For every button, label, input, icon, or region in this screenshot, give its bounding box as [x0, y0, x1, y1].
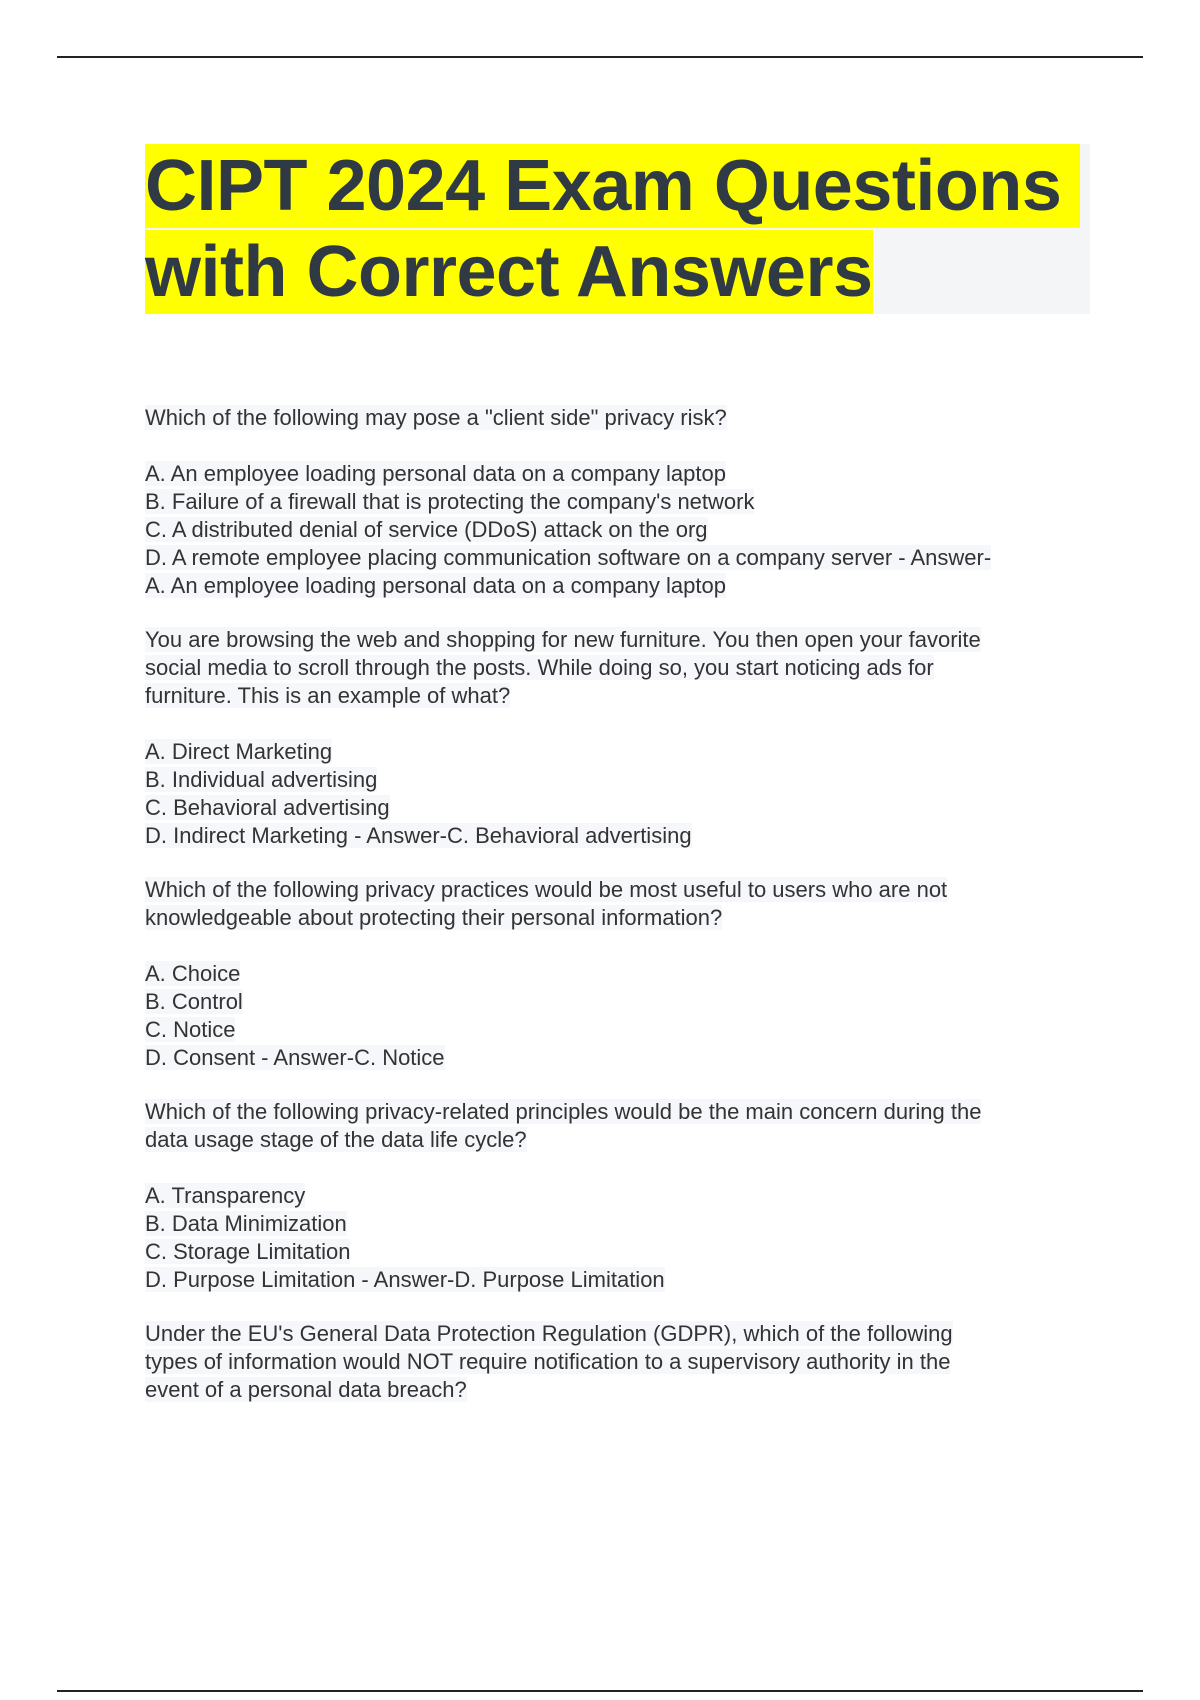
question-block: [145, 626, 1090, 850]
question-line: Which of the following privacy-related principles would be the main concern during the: [145, 1099, 982, 1124]
option-line: A. Choice: [145, 961, 241, 986]
question-line: social media to scroll through the posts. While doing so, you start noticing ads for: [145, 655, 934, 680]
answer-options: [145, 960, 1090, 1072]
option-line: C. A distributed denial of service (DDoS) attack on the org: [145, 517, 708, 542]
top-divider: [57, 56, 1143, 58]
bottom-divider: [57, 1690, 1143, 1692]
option-line: B. Data Minimization: [145, 1211, 347, 1236]
answer-options: [145, 1182, 1090, 1294]
question-line: data usage stage of the data life cycle?: [145, 1127, 527, 1152]
option-line: C. Storage Limitation: [145, 1239, 351, 1264]
document-title-line-1: CIPT 2024 Exam Questions: [145, 144, 1080, 228]
question-line: event of a personal data breach?: [145, 1377, 467, 1402]
question-line: types of information would NOT require notification to a supervisory authority in the: [145, 1349, 951, 1374]
question-text: [145, 404, 1090, 432]
question-block: [145, 1098, 1090, 1294]
question-line: Which of the following privacy practices would be most useful to users who are not: [145, 877, 948, 902]
option-line: D. Consent - Answer-C. Notice: [145, 1045, 445, 1070]
question-block: [145, 876, 1090, 1072]
option-line: A. Direct Marketing: [145, 739, 333, 764]
question-text: [145, 1320, 1090, 1404]
question-line: furniture. This is an example of what?: [145, 683, 511, 708]
question-text: [145, 1098, 1090, 1154]
option-line: A. An employee loading personal data on a company laptop: [145, 461, 726, 486]
option-line: B. Control: [145, 989, 243, 1014]
option-line: D. Purpose Limitation - Answer-D. Purpose Limitation: [145, 1267, 665, 1292]
question-text: [145, 876, 1090, 932]
answer-options: [145, 460, 1090, 600]
question-block: [145, 1320, 1090, 1404]
question-line: knowledgeable about protecting their personal information?: [145, 905, 723, 930]
question-block: [145, 404, 1090, 600]
question-line: Which of the following may pose a "client side" privacy risk?: [145, 405, 727, 430]
option-line: B. Individual advertising: [145, 767, 378, 792]
option-line: D. A remote employee placing communication software on a company server - Answer-: [145, 545, 992, 570]
answer-options: [145, 738, 1090, 850]
document-title-line-2: with Correct Answers: [145, 232, 873, 312]
option-line: B. Failure of a firewall that is protecting the company's network: [145, 489, 755, 514]
question-line: Under the EU's General Data Protection Regulation (GDPR), which of the following: [145, 1321, 953, 1346]
option-line: C. Notice: [145, 1017, 236, 1042]
option-line: A. An employee loading personal data on a company laptop: [145, 573, 726, 598]
option-line: A. Transparency: [145, 1183, 306, 1208]
option-line: D. Indirect Marketing - Answer-C. Behavioral advertising: [145, 823, 692, 848]
question-line: You are browsing the web and shopping for new furniture. You then open your favorite: [145, 627, 981, 652]
question-text: [145, 626, 1090, 710]
option-line: C. Behavioral advertising: [145, 795, 390, 820]
question-list: [145, 404, 1090, 1432]
